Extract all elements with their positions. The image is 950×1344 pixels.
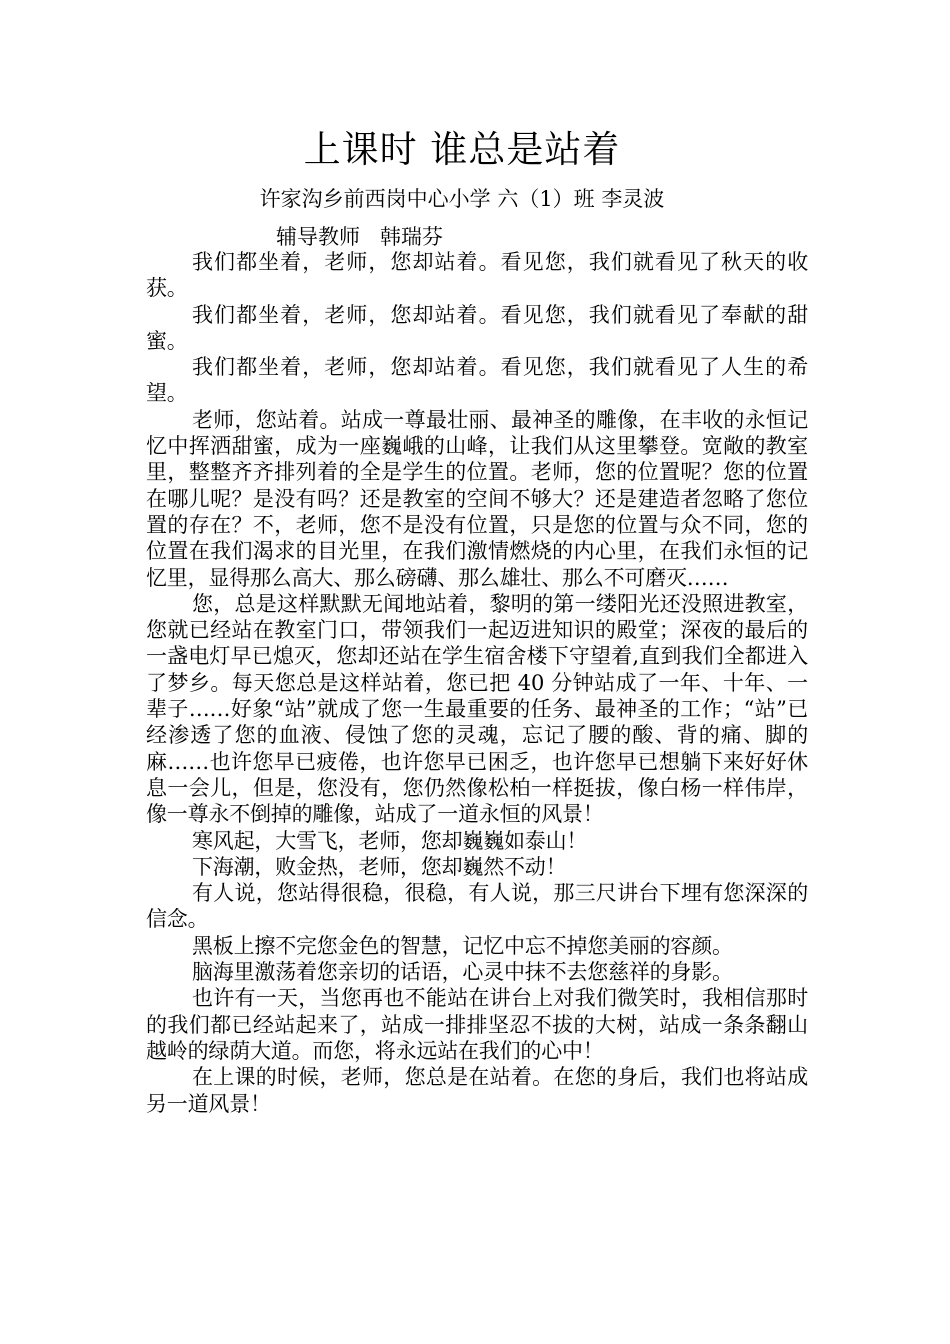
- paragraph: 脑海里激荡着您亲切的话语，心灵中抹不去您慈祥的身影。: [192, 960, 733, 985]
- paragraph: 在上课的时候，老师，您总是在站着。在您的身后，我们也将站成另一道风景！: [146, 1065, 808, 1116]
- paragraph: 您，总是这样默默无闻地站着，黎明的第一缕阳光还没照进教室，您就已经站在教室门口，带领我们一起迈进知识的殿堂；深夜的最后的一盏电灯早已熄灭，您却还站在学生宿舍楼下守望着,直到我们全都进入了梦乡。每天您总是这样站着，您已把 40 分钟站成了一年、十年、一辈子……好象“站”就成了您一生最重要的任务、最神圣的工作；“站”已经渗透了您的血液、侵蚀了您的灵魂，忘记了腰的酸、背的痛、脚的麻……也许您早已疲倦，也许您早已困乏，也许您早已想躺下来好好休息一会儿，但是，您没有，您仍然像松柏一样挺拔，像白杨一样伟岸，像一尊永不倒掉的雕像，站成了一道永恒的风景！: [146, 591, 808, 827]
- paragraph: 寒风起，大雪飞，老师，您却巍巍如泰山！: [192, 828, 588, 853]
- paragraph: 老师，您站着。站成一尊最壮丽、最神圣的雕像，在丰收的永恒记忆中挥洒甜蜜，成为一座巍峨的山峰，让我们从这里攀登。宽敞的教室里，整整齐齐排列着的全是学生的位置。老师，您的位置呢？您的位置在哪儿呢？是没有吗？还是教室的空间不够大？还是建造者忽略了您位置的存在？不，老师，您不是没有位置，只是您的位置与众不同，您的位置在我们渴求的目光里，在我们激情燃烧的内心里，在我们永恒的记忆里，显得那么高大、那么磅礴、那么雄壮、那么不可磨灭……: [146, 407, 808, 590]
- paragraph: 黑板上擦不完您金色的智慧，记忆中忘不掉您美丽的容颜。: [192, 933, 733, 958]
- author-byline: 许家沟乡前西岗中心小学 六（1）班 李灵波: [259, 187, 665, 211]
- tutor-line: 辅导教师 韩瑞芬: [276, 225, 444, 249]
- paragraph: 我们都坐着，老师，您却站着。看见您，我们就看见了奉献的甜蜜。: [146, 302, 808, 353]
- document-title: 上课时 谁总是站着: [303, 128, 621, 171]
- paragraph: 我们都坐着，老师，您却站着。看见您，我们就看见了人生的希望。: [146, 355, 808, 406]
- paragraph: 有人说，您站得很稳，很稳，有人说，那三尺讲台下埋有您深深的信念。: [146, 881, 808, 932]
- paragraph: 我们都坐着，老师，您却站着。看见您，我们就看见了秋天的收获。: [146, 250, 808, 301]
- document-body: [146, 249, 808, 1117]
- paragraph: 下海潮，败金热，老师，您却巍然不动！: [192, 854, 567, 879]
- paragraph: 也许有一天，当您再也不能站在讲台上对我们微笑时，我相信那时的我们都已经站起来了，站成一排排坚忍不拔的大树，站成一条条翻山越岭的绿荫大道。而您，将永远站在我们的心中！: [146, 986, 808, 1063]
